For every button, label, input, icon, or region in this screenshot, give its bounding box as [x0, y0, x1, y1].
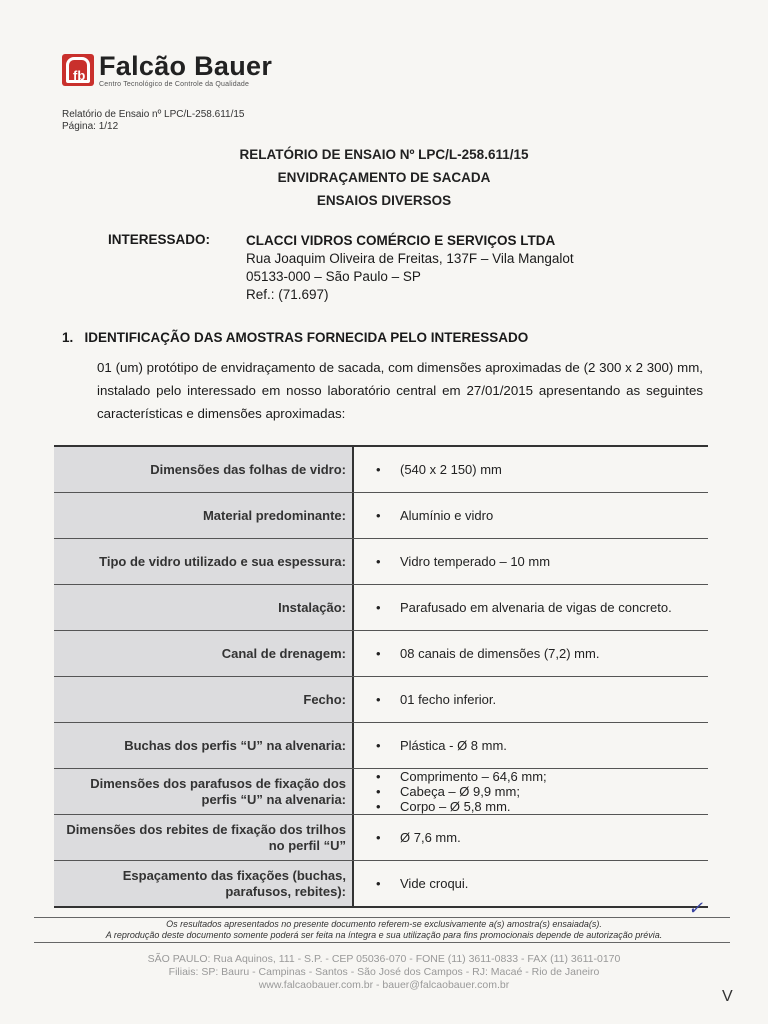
row-label: Buchas dos perfis “U” na alvenaria:	[54, 723, 354, 768]
footer-note-1: Os resultados apresentados no presente documento referem-se exclusivamente a(s) amostra(s) ensaiada(s).	[166, 919, 602, 929]
footer-divider	[34, 917, 730, 918]
bullet-icon: •	[376, 600, 381, 615]
value-text: Vidro temperado – 10 mm	[400, 554, 551, 569]
value-text: 08 canais de dimensões (7,2) mm.	[400, 646, 600, 661]
interessado-label: INTERESSADO:	[108, 232, 211, 247]
row-label: Dimensões dos rebites de fixação dos trilhos no perfil “U”	[54, 815, 354, 860]
page-number: Página: 1/12	[62, 121, 119, 132]
value-item	[376, 830, 461, 845]
value-text: Plástica - Ø 8 mm.	[400, 738, 507, 753]
section-paragraph: 01 (um) protótipo de envidraçamento de sacada, com dimensões aproximadas de (2 300 x 2 300) mm, instalado pelo interessado em nosso laboratório central em 27/01/2015 apresentando as seguintes características e dimensões aproximadas:	[97, 360, 703, 421]
footer-address: SÃO PAULO: Rua Aquinos, 111 - S.P. - CEP 05036-070 - FONE (11) 3611-0833 - FAX (11) 3611-0170	[147, 953, 621, 965]
row-value	[354, 585, 708, 630]
handwritten-v-mark: V	[722, 988, 733, 1005]
row-value	[354, 539, 708, 584]
bullet-icon: •	[376, 462, 381, 477]
value-text: 01 fecho inferior.	[400, 692, 497, 707]
value-item	[376, 769, 547, 784]
table-row	[54, 585, 708, 631]
value-item	[376, 508, 493, 523]
value-text: Ø 7,6 mm.	[400, 830, 461, 845]
table-row	[54, 677, 708, 723]
bullet-icon: •	[376, 799, 381, 814]
value-item	[376, 646, 599, 661]
report-title: RELATÓRIO DE ENSAIO Nº LPC/L-258.611/15	[239, 147, 529, 162]
bullet-icon: •	[376, 876, 381, 891]
bullet-icon: •	[376, 692, 381, 707]
footer-divider-2	[34, 942, 730, 943]
row-value	[354, 861, 708, 906]
value-item	[376, 738, 507, 753]
value-item	[376, 600, 672, 615]
address-line-2: 05133-000 – São Paulo – SP	[246, 269, 421, 284]
table-row	[54, 493, 708, 539]
report-subject: ENVIDRAÇAMENTO DE SACADA	[277, 170, 491, 185]
logo-mark-icon: fb	[62, 54, 94, 86]
row-label: Fecho:	[54, 677, 354, 722]
row-label: Tipo de vidro utilizado e sua espessura:	[54, 539, 354, 584]
footer-web: www.falcaobauer.com.br - bauer@falcaobauer.com.br	[258, 979, 510, 991]
row-value	[354, 447, 708, 492]
logo-subtitle: Centro Tecnológico de Controle da Qualidade	[99, 81, 250, 88]
row-label: Espaçamento das fixações (buchas, parafusos, rebites):	[54, 861, 354, 906]
logo-name: Falcão Bauer	[99, 51, 273, 81]
report-subtitle: ENSAIOS DIVERSOS	[316, 193, 452, 208]
value-item	[376, 692, 496, 707]
footer-note-2: A reprodução deste documento somente poderá ser feita na íntegra e sua utilização para fins promocionais depende de autorização prévia.	[105, 930, 663, 940]
row-label: Material predominante:	[54, 493, 354, 538]
value-text: Corpo – Ø 5,8 mm.	[400, 799, 511, 814]
header-info	[62, 109, 244, 133]
table-row	[54, 815, 708, 861]
value-text: Comprimento – 64,6 mm;	[400, 769, 547, 784]
bullet-icon: •	[376, 784, 381, 799]
address-line-1: Rua Joaquim Oliveira de Freitas, 137F – Vila Mangalot	[246, 251, 574, 266]
value-item	[376, 784, 547, 799]
table-row	[54, 723, 708, 769]
value-text: Parafusado em alvenaria de vigas de concreto.	[400, 600, 672, 615]
row-value	[354, 769, 708, 814]
footer-filiais: Filiais: SP: Bauru - Campinas - Santos - São José dos Campos - RJ: Macaé - Rio de Janeiro	[168, 966, 600, 978]
row-label: Instalação:	[54, 585, 354, 630]
value-text: (540 x 2 150) mm	[400, 462, 502, 477]
table-row	[54, 861, 708, 906]
value-item	[376, 799, 547, 814]
row-value	[354, 723, 708, 768]
section-heading: 1. IDENTIFICAÇÃO DAS AMOSTRAS FORNECIDA PELO INTERESSADO	[62, 330, 529, 345]
bullet-icon: •	[376, 738, 381, 753]
table-row	[54, 769, 708, 815]
company-logo	[62, 52, 272, 88]
report-ref: Relatório de Ensaio nº LPC/L-258.611/15	[62, 109, 245, 120]
row-label: Dimensões das folhas de vidro:	[54, 447, 354, 492]
row-value	[354, 493, 708, 538]
table-row	[54, 631, 708, 677]
row-label: Dimensões dos parafusos de fixação dos perfis “U” na alvenaria:	[54, 769, 354, 814]
value-item	[376, 554, 550, 569]
bullet-icon: •	[376, 554, 381, 569]
handwritten-check-mark: ✓	[688, 898, 704, 918]
table-row	[54, 539, 708, 585]
table-row	[54, 447, 708, 493]
row-label: Canal de drenagem:	[54, 631, 354, 676]
value-text: Vide croqui.	[400, 876, 469, 891]
interessado-block	[246, 232, 574, 304]
bullet-icon: •	[376, 769, 381, 784]
value-text: Alumínio e vidro	[400, 508, 494, 523]
reference: Ref.: (71.697)	[246, 287, 329, 302]
row-value	[354, 631, 708, 676]
bullet-icon: •	[376, 508, 381, 523]
bullet-icon: •	[376, 830, 381, 845]
row-value	[354, 815, 708, 860]
spec-table	[54, 445, 708, 908]
company-name: CLACCI VIDROS COMÉRCIO E SERVIÇOS LTDA	[246, 233, 556, 248]
bullet-icon: •	[376, 646, 381, 661]
value-text: Cabeça – Ø 9,9 mm;	[400, 784, 520, 799]
value-item	[376, 876, 468, 891]
row-value	[354, 677, 708, 722]
value-item	[376, 462, 502, 477]
